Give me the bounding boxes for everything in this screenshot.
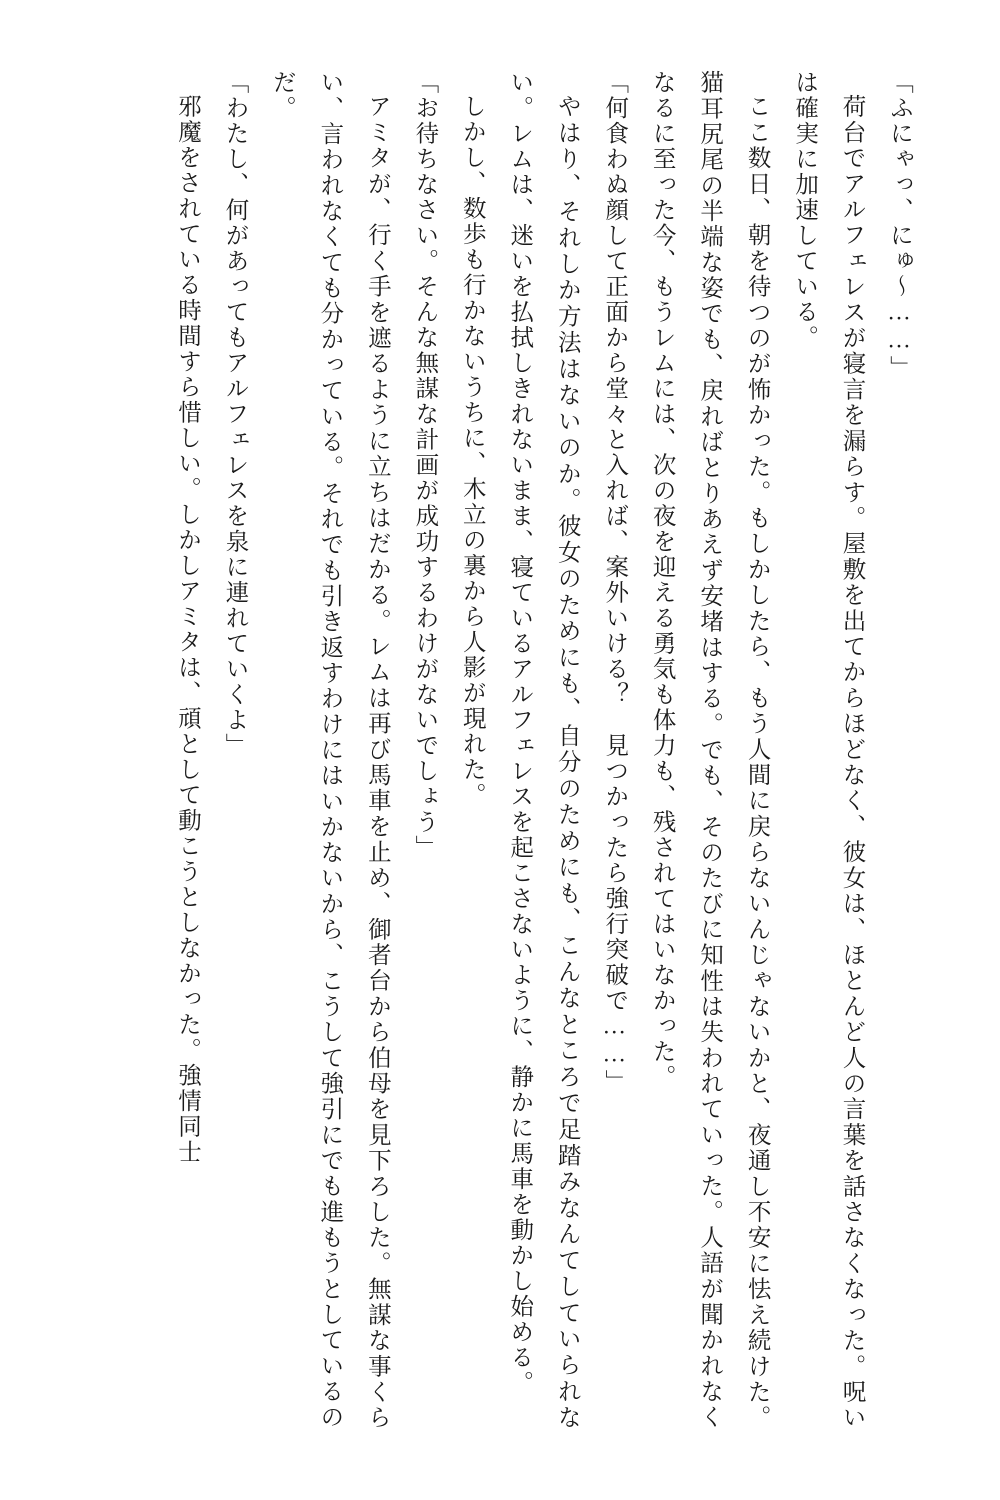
paragraph: 「何食わぬ顔して正面から堂々と入れば、案外いける？ 見つかったら強行突破で……」 xyxy=(601,70,628,1095)
paragraph: アミタが、行く手を遮るように立ちはだかる。レムは再び馬車を止め、御者台から伯母を見下ろした。無謀な事くらい、言われなくても分かっている。それでも引き返すわけにはいかないから、こうして強引にでも進もうとしているのだ。 xyxy=(268,70,390,1430)
paragraph: ここ数日、朝を待つのが怖かった。もしかしたら、もう人間に戻らないんじゃないかと、夜通し不安に怯え続けた。猫耳尻尾の半端な姿でも、戻ればとりあえず安堵はする。でも、そのたびに知性は失われていった。人語が聞かれなくなるに至った今、もうレムには、次の夜を迎える勇気も体力も、残されてはいなかった。 xyxy=(648,70,770,1430)
paragraph: やはり、それしか方法はないのか。彼女のためにも、自分のためにも、こんなところで足踏みなんてしていられない。レムは、迷いを払拭しきれないまま、寝ているアルフェレスを起こさないように、静かに馬車を動かし始める。 xyxy=(506,70,580,1430)
paragraph: 「わたし、何があってもアルフェレスを泉に連れていくよ」 xyxy=(221,70,248,759)
paragraph: 「ふにゃっ、にゅ～……」 xyxy=(886,70,912,381)
paragraph: 「お待ちなさい。そんな無謀な計画が成功するわけがないでしょう」 xyxy=(411,70,438,861)
paragraph: 荷台でアルフェレスが寝言を漏らす。屋敷を出てからほどなく、彼女は、ほとんど人の言葉を話さなくなった。呪いは確実に加速している。 xyxy=(791,70,865,1430)
paragraph: 邪魔をされている時間すら惜しい。しかしアミタは、頑として動こうとしなかった。強情同士 xyxy=(173,93,200,1165)
paragraph: しかし、数歩も行かないうちに、木立の裏から人影が現れた。 xyxy=(458,93,485,808)
vertical-text-body xyxy=(60,70,922,1430)
